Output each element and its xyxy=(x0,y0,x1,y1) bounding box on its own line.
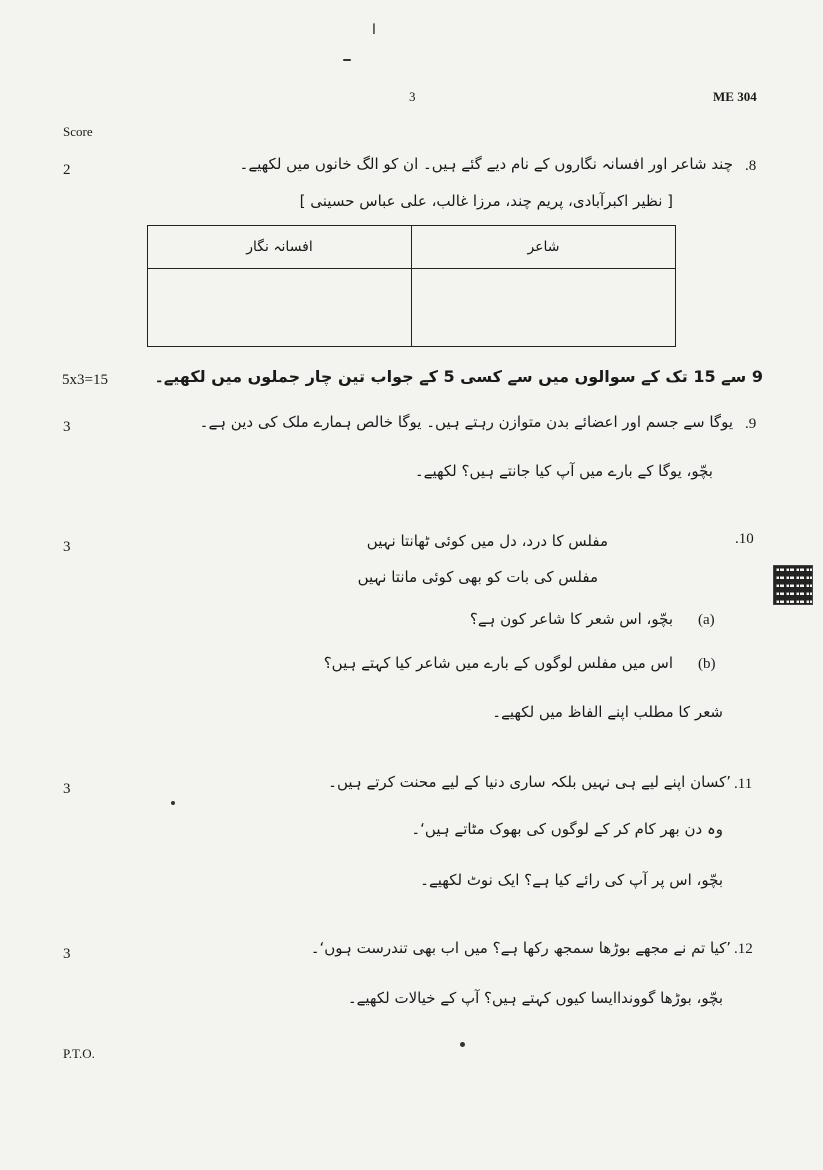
q12-number: .12 xyxy=(734,941,753,957)
pto-label: P.T.O. xyxy=(63,1046,95,1061)
page-number: 3 xyxy=(409,89,416,104)
scan-speck xyxy=(460,1042,465,1047)
q12-line1: ’کیا تم نے مجھے بوڑھا سمجھ رکھا ہے؟ میں اب بھی تندرست ہوں‘۔ xyxy=(310,939,731,957)
q10-b-text: اس میں مفلس لوگوں کے بارے میں شاعر کیا کہتے ہیں؟ xyxy=(323,654,673,672)
qr-code-icon xyxy=(774,566,812,604)
q12-line2: بچّو، بوڑھا گوونداایسا کیوں کہتے ہیں؟ آپ کے خیالات لکھیے۔ xyxy=(347,989,723,1007)
scan-speck xyxy=(343,59,351,61)
q8-names: [ نظیر اکبرآبادی، پریم چند، مرزا غالب، علی عباس حسینی ] xyxy=(299,192,673,210)
q8-text: چند شاعر اور افسانہ نگاروں کے نام دیے گئے ہیں۔ ان کو الگ خانوں میں لکھیے۔ xyxy=(239,155,733,173)
q8-score: 2 xyxy=(63,162,71,178)
score-label: Score xyxy=(63,124,93,139)
table-header-shair: شاعر xyxy=(412,226,676,269)
q9-line2: بچّو، یوگا کے بارے میں آپ کیا جانتے ہیں؟ لکھیے۔ xyxy=(414,462,713,480)
table-header-afsana-nigar: افسانہ نگار xyxy=(148,226,412,269)
q10-b-text2: شعر کا مطلب اپنے الفاظ میں لکھیے۔ xyxy=(492,703,723,721)
section-instruction: 9 سے 15 تک کے سوالوں میں سے کسی 5 کے جواب تین چار جملوں میں لکھیے۔ xyxy=(154,367,763,386)
scan-speck xyxy=(171,801,175,805)
q8-answer-table xyxy=(147,225,676,347)
answer-cell-afsana-nigar[interactable] xyxy=(148,269,412,347)
q9-number: .9 xyxy=(745,416,757,432)
q10-a-label: (a) xyxy=(698,612,715,628)
q10-verse2: مفلس کی بات کو بھی کوئی مانتا نہیں xyxy=(357,568,598,586)
q11-line1: ’کسان اپنے لیے ہی نہیں بلکہ ساری دنیا کے لیے محنت کرتے ہیں۔ xyxy=(328,773,731,791)
q10-a-text: بچّو، اس شعر کا شاعر کون ہے؟ xyxy=(469,610,673,628)
q11-line2: وہ دن بھر کام کر کے لوگوں کی بھوک مٹاتے ہیں‘۔ xyxy=(411,820,723,838)
q8-number: .8 xyxy=(745,158,757,174)
q11-line3: بچّو، اس پر آپ کی رائے کیا ہے؟ ایک نوٹ لکھیے۔ xyxy=(420,871,723,889)
q10-number: .10 xyxy=(735,531,754,547)
q9-line1: یوگا سے جسم اور اعضائے بدن متوازن رہتے ہیں۔ یوگا خالص ہمارے ملک کی دین ہے۔ xyxy=(199,413,733,431)
section-marks: 5x3=15 xyxy=(62,372,108,388)
q11-score: 3 xyxy=(63,781,71,797)
q10-verse1: مفلس کا درد، دل میں کوئی ٹھانتا نہیں xyxy=(366,532,608,550)
answer-cell-shair[interactable] xyxy=(412,269,676,347)
q11-number: .11 xyxy=(734,776,753,792)
top-mark: ا xyxy=(372,23,376,38)
q10-score: 3 xyxy=(63,539,71,555)
q10-b-label: (b) xyxy=(698,656,716,672)
q9-score: 3 xyxy=(63,419,71,435)
q12-score: 3 xyxy=(63,946,71,962)
paper-code: ME 304 xyxy=(713,89,757,104)
